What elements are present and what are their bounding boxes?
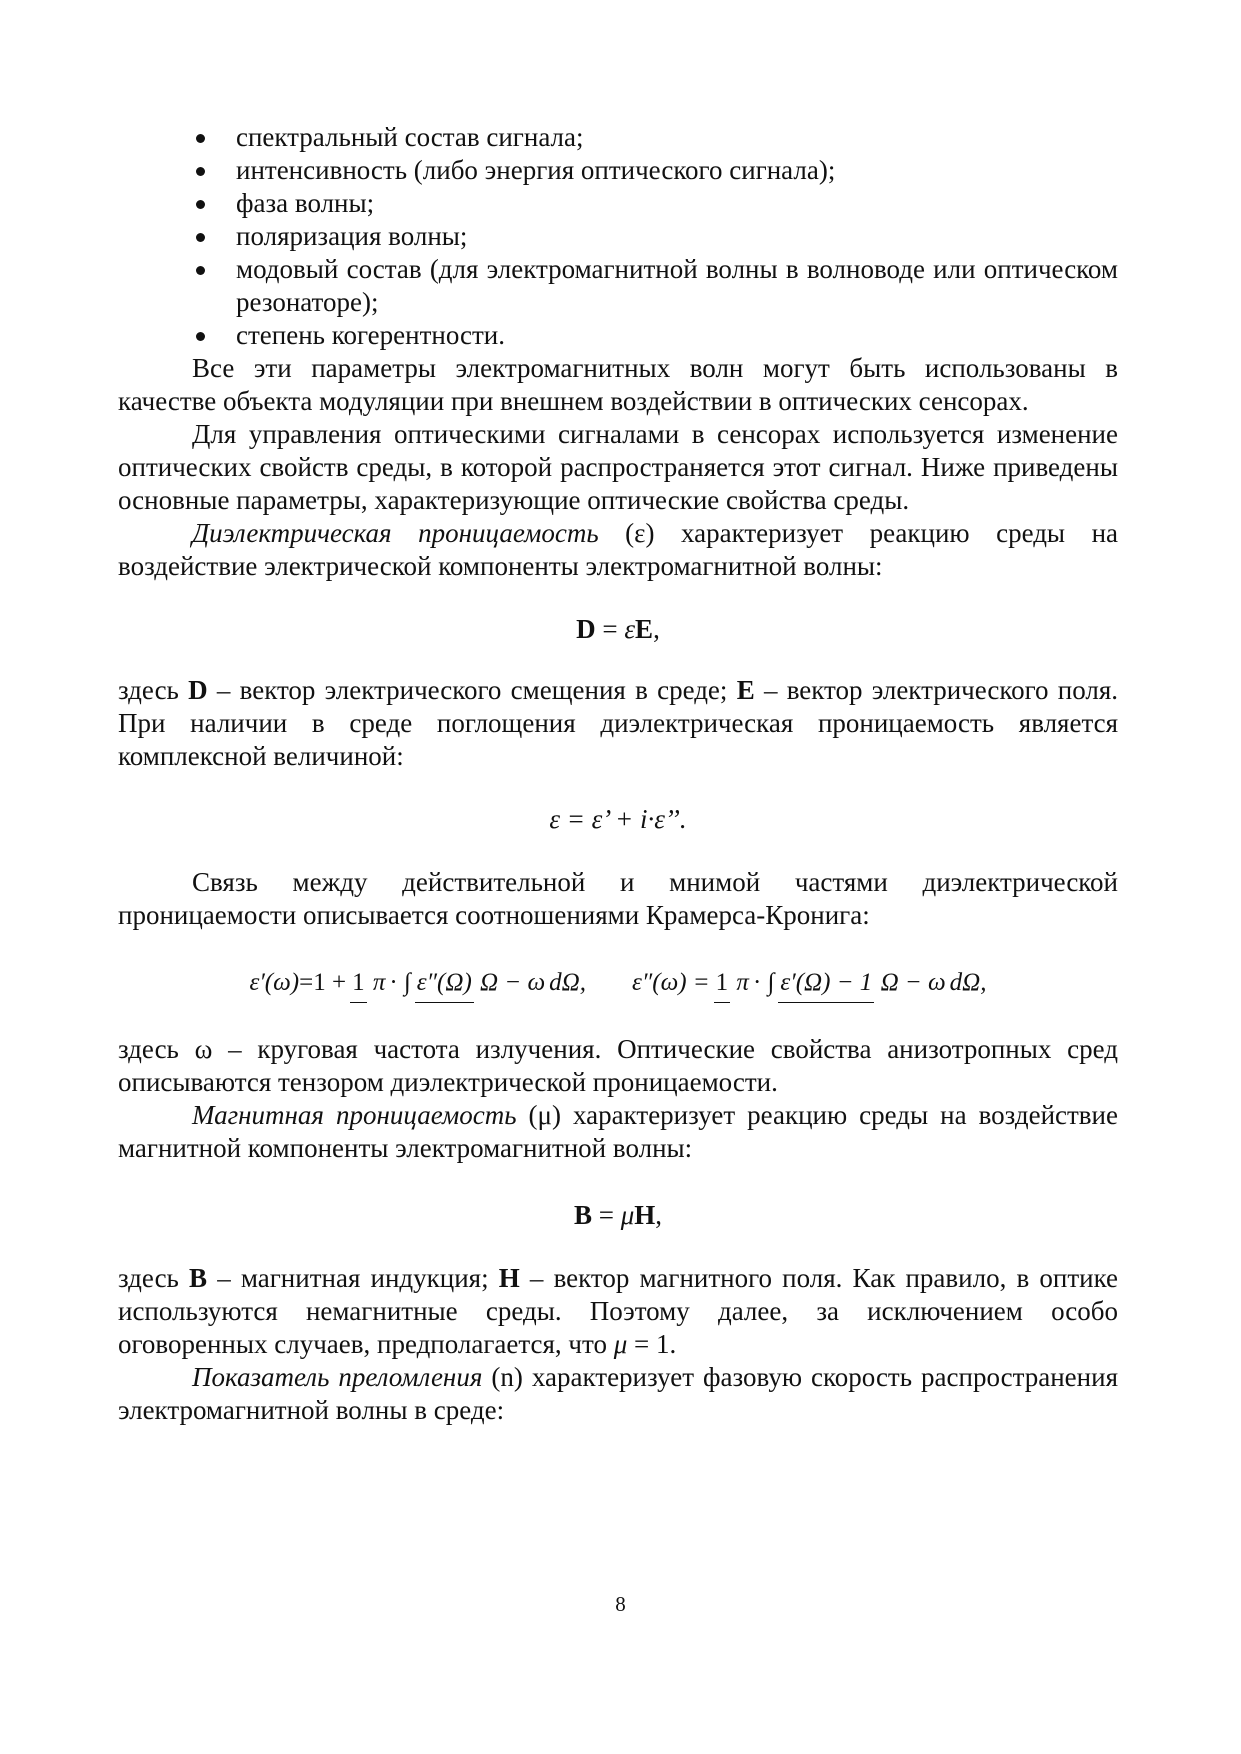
formula-complex-epsilon: ε = ε’ + i·ε’’.	[549, 804, 687, 834]
formula-b-mu-h: B = μH,	[573, 1200, 663, 1230]
kk-left-eq: =1 +	[299, 969, 347, 996]
fraction-left-integrand: ε″(Ω) Ω − ω	[415, 962, 545, 1003]
list-item: фаза волны;	[118, 187, 1118, 220]
symbol-mu: (μ)	[528, 1100, 562, 1130]
paragraph-b-h-definition: здесь B – магнитная индукция; H – вектор магнитного поля. Как правило, в оптике используются немагнитные среды. Поэтому далее, за исключением особо оговоренных случаев, предполагается, что μ = 1.	[118, 1263, 1118, 1359]
bullet-icon	[196, 233, 205, 242]
fraction-one-over-pi-right: 1 π	[714, 962, 749, 1003]
fraction-one-over-pi: 1 π	[350, 962, 385, 1003]
kk-left-lhs: ε′(ω)	[249, 969, 300, 996]
formula-d-eps-e: D = εE,	[576, 614, 660, 644]
list-item: интенсивность (либо энергия оптического сигнала);	[118, 154, 1118, 187]
symbol-epsilon: (ε)	[625, 518, 655, 548]
page-content	[118, 121, 1118, 1427]
bullet-icon	[196, 134, 205, 143]
formula-kramers-kronig	[118, 962, 1118, 1003]
paragraph-optical-properties: Для управления оптическими сигналами в сенсорах используется изменение оптических свойств среды, в которой распространяется этот сигнал. Ниже приведены основные параметры, характеризующие оптические свойства среды.	[118, 419, 1118, 515]
term-permittivity: Диэлектрическая проницаемость	[192, 518, 599, 548]
list-item: степень когерентности.	[118, 319, 1118, 352]
list-item: спектральный состав сигнала;	[118, 121, 1118, 154]
kk-right-lhs: ε″(ω) =	[631, 969, 710, 996]
list-item: поляризация волны;	[118, 220, 1118, 253]
kk-right-tail: dΩ,	[949, 969, 987, 996]
parameter-list	[118, 121, 1118, 352]
term-refractive-index: Показатель преломления	[192, 1362, 483, 1392]
bullet-icon	[196, 167, 205, 176]
page-number: 8	[615, 1592, 626, 1616]
paragraph-kramers-kronig: Связь между действительной и мнимой частями диэлектрической проницаемости описывается соотношениями Крамерса-Кронига:	[118, 867, 1118, 930]
paragraph-omega-definition: здесь ω – круговая частота излучения. Оптические свойства анизотропных сред описываются тензором диэлектрической проницаемости.	[118, 1034, 1118, 1097]
kk-integral: · ∫	[389, 969, 411, 996]
fraction-right-integrand: ε′(Ω) − 1 Ω − ω	[778, 962, 945, 1003]
kk-integral-right: · ∫	[752, 969, 775, 996]
bullet-icon	[196, 266, 205, 275]
paragraph-refractive-index: Показатель преломления (n) характеризует фазовую скорость распространения электромагнитной волны в среде:	[118, 1362, 1118, 1425]
list-item: модовый состав (для электромагнитной волны в волноводе или оптическом резонаторе);	[118, 253, 1118, 319]
paragraph-d-e-definition: здесь D – вектор электрического смещения в среде; E – вектор электрического поля. При наличии в среде поглощения диэлектрическая проницаемость является комплексной величиной:	[118, 675, 1118, 771]
symbol-n: (n)	[491, 1362, 523, 1392]
kk-left-tail: dΩ,	[549, 969, 586, 996]
paragraph-modulation: Все эти параметры электромагнитных волн могут быть использованы в качестве объекта модуляции при внешнем воздействии в оптических сенсорах.	[118, 353, 1118, 416]
paragraph-permeability: Магнитная проницаемость (μ) характеризует реакцию среды на воздействие магнитной компоненты электромагнитной волны:	[118, 1100, 1118, 1163]
bullet-icon	[196, 332, 205, 341]
bullet-icon	[196, 200, 205, 209]
term-permeability: Магнитная проницаемость	[192, 1100, 517, 1130]
paragraph-permittivity: Диэлектрическая проницаемость (ε) характеризует реакцию среды на воздействие электрической компоненты электромагнитной волны:	[118, 518, 1119, 581]
